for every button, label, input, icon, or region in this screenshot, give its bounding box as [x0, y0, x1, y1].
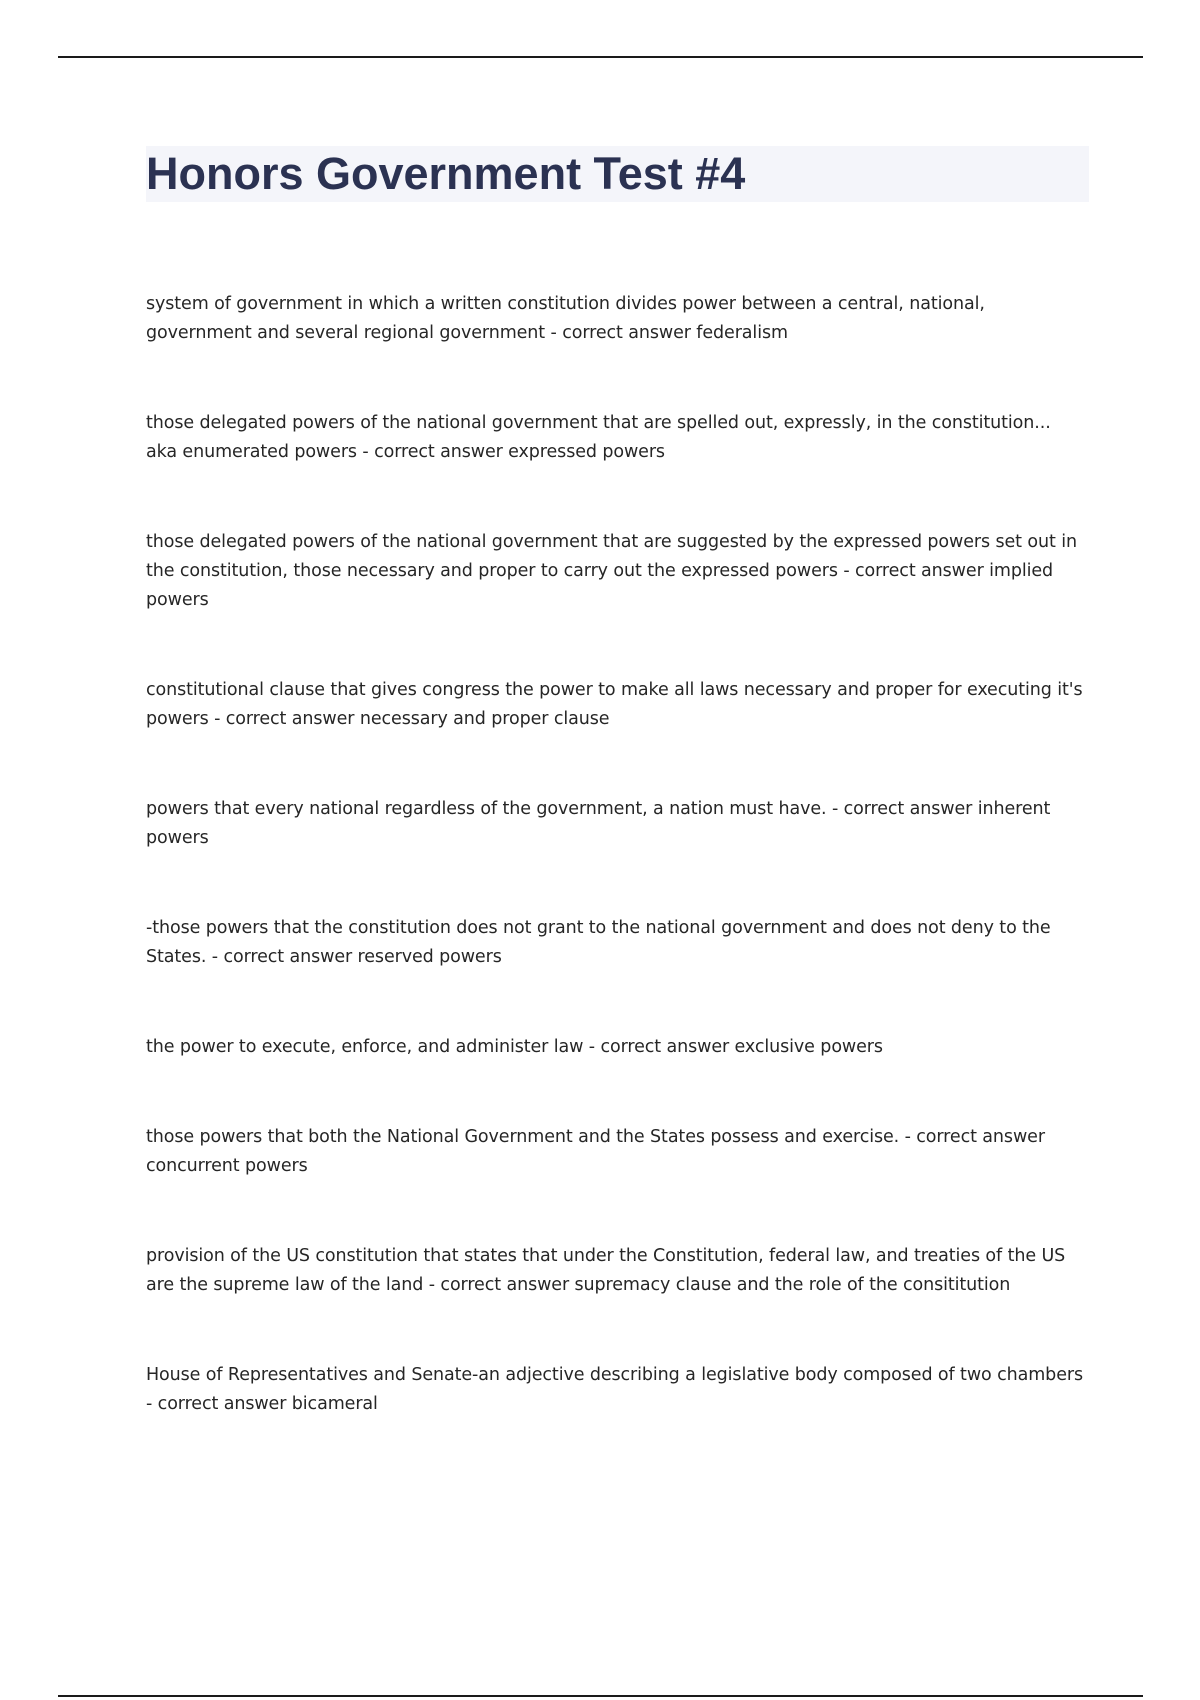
qa-item-2: those delegated powers of the national government that are spelled out, expressly, in the constitution... aka enumerated powers - correct answer expressed powers	[146, 413, 1051, 462]
qa-item-9: provision of the US constitution that states that under the Constitution, federal law, and treaties of the US are the supreme law of the land - correct answer supremacy clause and the role of the consititution	[146, 1246, 1066, 1295]
qa-item-6: -those powers that the constitution does not grant to the national government and does not deny to the States. - correct answer reserved powers	[146, 918, 1051, 967]
qa-item-5: powers that every national regardless of the government, a nation must have. - correct answer inherent powers	[146, 799, 1051, 848]
bottom-divider	[58, 1695, 1143, 1697]
qa-item-10: House of Representatives and Senate-an adjective describing a legislative body composed of two chambers - correct answer bicameral	[146, 1365, 1083, 1414]
qa-item-8: those powers that both the National Government and the States possess and exercise. - correct answer concurrent powers	[146, 1127, 1045, 1176]
page-title: Honors Government Test #4	[146, 148, 746, 199]
qa-item-3: those delegated powers of the national government that are suggested by the expressed powers set out in the constitution, those necessary and proper to carry out the expressed powers - correct answer implied powers	[146, 532, 1077, 610]
qa-item-1: system of government in which a written constitution divides power between a central, national, government and several regional government - correct answer federalism	[146, 294, 985, 343]
question-answer-list	[146, 290, 1086, 1419]
qa-item-7: the power to execute, enforce, and administer law - correct answer exclusive powers	[146, 1037, 883, 1057]
top-divider	[58, 56, 1143, 58]
qa-item-4: constitutional clause that gives congress the power to make all laws necessary and proper for executing it's powers - correct answer necessary and proper clause	[146, 680, 1083, 729]
